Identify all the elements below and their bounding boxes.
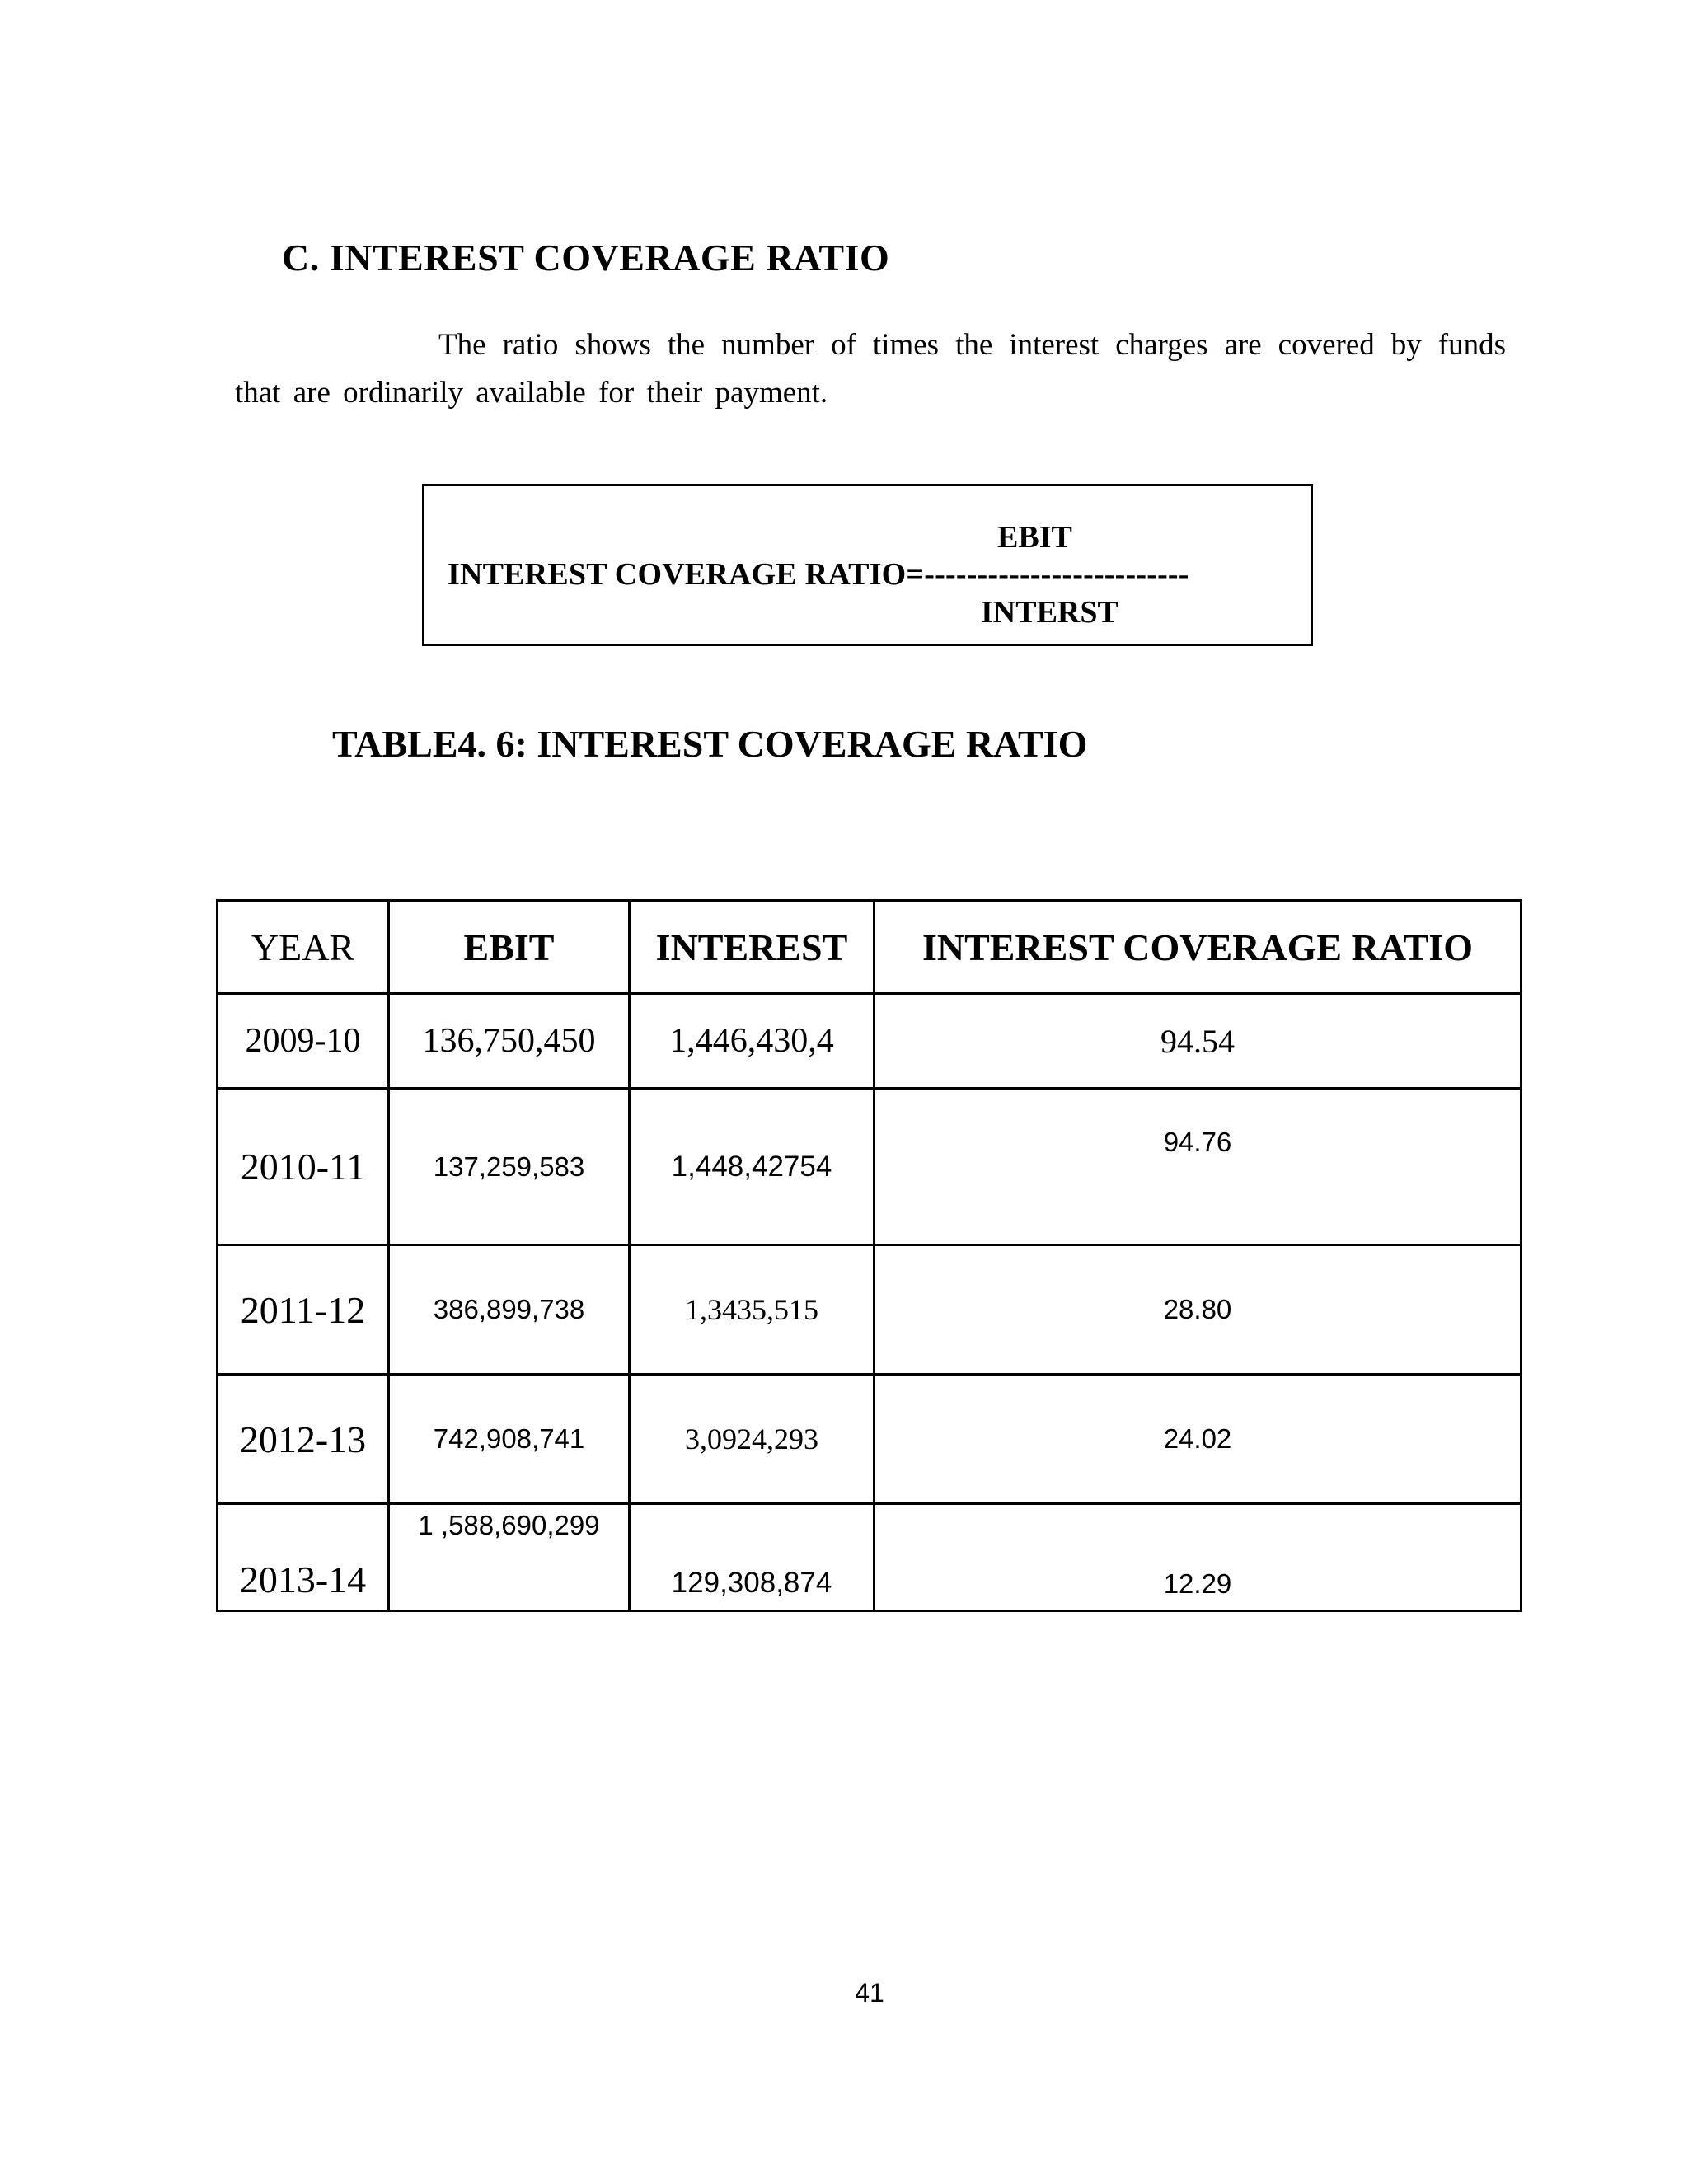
- cell-ratio: 94.76: [874, 1089, 1522, 1245]
- table-row: [218, 1089, 1522, 1245]
- formula-box: [422, 484, 1313, 646]
- cell-interest: 1,448,42754: [630, 1089, 874, 1245]
- cell-ratio: 12.29: [874, 1504, 1522, 1611]
- header-interest: INTEREST: [630, 901, 874, 994]
- interest-coverage-table: [216, 899, 1522, 1612]
- section-heading: C. INTEREST COVERAGE RATIO: [282, 237, 890, 279]
- cell-interest: 1,446,430,4: [630, 994, 874, 1089]
- cell-interest: 129,308,874: [630, 1504, 874, 1611]
- cell-year: 2013-14: [218, 1504, 389, 1611]
- cell-ratio: 24.02: [874, 1375, 1522, 1504]
- formula-denominator: INTERST: [981, 595, 1118, 630]
- cell-year: 2011-12: [218, 1245, 389, 1375]
- page-number: 41: [855, 1978, 884, 2008]
- header-ratio: INTEREST COVERAGE RATIO: [874, 901, 1522, 994]
- table-header-row: [218, 901, 1522, 994]
- table-title: TABLE4. 6: INTEREST COVERAGE RATIO: [332, 723, 1088, 765]
- formula-expression: INTEREST COVERAGE RATIO=-------------------------: [448, 557, 1189, 592]
- table-row: [218, 994, 1522, 1089]
- intro-paragraph: The ratio shows the number of times the interest charges are covered by funds that are ordinarily available for their payment.: [235, 328, 1506, 410]
- cell-year: 2009-10: [218, 994, 389, 1089]
- table-row: [218, 1375, 1522, 1504]
- formula-numerator: EBIT: [997, 520, 1072, 555]
- cell-year: 2010-11: [218, 1089, 389, 1245]
- header-ebit: EBIT: [389, 901, 630, 994]
- cell-ebit: 1 ,588,690,299: [389, 1504, 630, 1611]
- cell-interest: 1,3435,515: [630, 1245, 874, 1375]
- cell-ratio: 28.80: [874, 1245, 1522, 1375]
- cell-ratio: 94.54: [874, 994, 1522, 1089]
- cell-ebit: 742,908,741: [389, 1375, 630, 1504]
- cell-ebit: 136,750,450: [389, 994, 630, 1089]
- table-row: [218, 1245, 1522, 1375]
- table-row: [218, 1504, 1522, 1611]
- header-year: YEAR: [218, 901, 389, 994]
- cell-ebit: 386,899,738: [389, 1245, 630, 1375]
- cell-interest: 3,0924,293: [630, 1375, 874, 1504]
- cell-year: 2012-13: [218, 1375, 389, 1504]
- cell-ebit: 137,259,583: [389, 1089, 630, 1245]
